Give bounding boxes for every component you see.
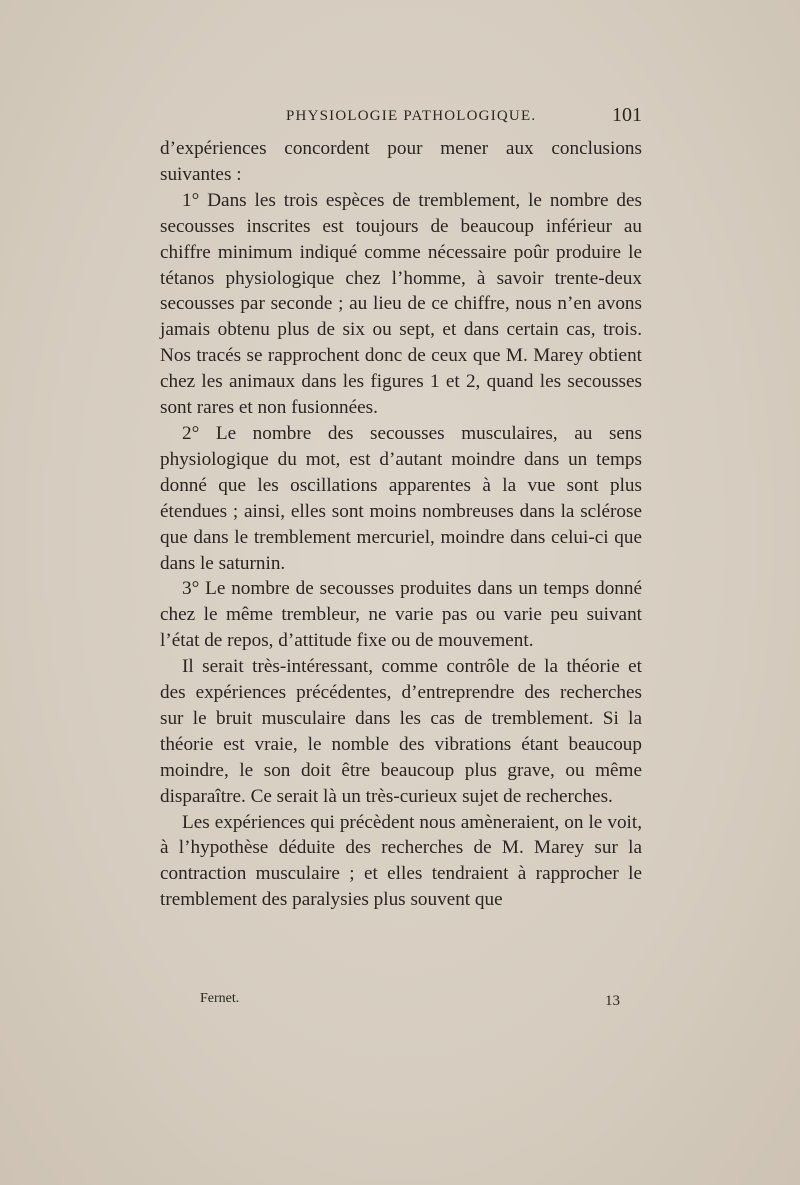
paragraph-conclusion-1: 1° Dans les trois espèces de tremblement, le nombre des secousses inscrites est toujours de beaucoup inférieur au chiffre minimum indiqué comme nécessaire poûr produire le tétanos physiologique chez l’homme, à savoir trente-deux secousses par seconde ; au lieu de ce chiffre, nous n’en avons jamais obtenu plus de six ou sept, et dans certain cas, trois. Nos tracés se rapprochent donc de ceux que M. Marey obtient chez les animaux dans les figures 1 et 2, quand les secousses sont rares et non fusionnées. <box>160 189 642 419</box>
page-header <box>160 104 642 128</box>
paragraph-conclusion-3: 3° Le nombre de secousses produites dans un temps donné chez le même trembleur, ne varie pas ou varie peu suivant l’état de repos, d’attitude fixe ou de mouvement. <box>160 578 642 652</box>
paragraph-continuation: d’expériences concordent pour mener aux conclusions suivantes : <box>160 138 642 185</box>
footer-author: Fernet. <box>200 991 240 1006</box>
page-footer <box>200 991 620 1013</box>
signature-mark: 13 <box>605 993 620 1009</box>
page-number: 101 <box>612 104 642 126</box>
paragraph-conclusion-2: 2° Le nombre des secousses musculaires, au sens physiologique du mot, est d’autant moindre dans un temps donné que les oscillations apparentes à la vue sont plus étendues ; ainsi, elles sont moins nombreuses dans la sclérose que dans le tremblement mercuriel, moindre dans celui-ci que dans le saturnin. <box>160 422 642 574</box>
paragraph-hypothesis: Les expériences qui précèdent nous amèneraient, on le voit, à l’hypothèse déduite des recherches de M. Marey sur la contraction musculaire ; et elles tendraient à rapprocher le tremblement des paralysies plus souvent que <box>160 811 642 911</box>
running-title: PHYSIOLOGIE PATHOLOGIQUE. <box>286 108 537 124</box>
body-text <box>160 136 642 913</box>
paragraph-muscle-noise: Il serait très-intéressant, comme contrôle de la théorie et des expériences précédentes, d’entreprendre des recherches sur le bruit musculaire dans les cas de tremblement. Si la théorie est vraie, le nomble des vibrations étant beaucoup moindre, le son doit être beaucoup plus grave, ou même disparaître. Ce serait là un très-curieux sujet de recherches. <box>160 656 642 807</box>
